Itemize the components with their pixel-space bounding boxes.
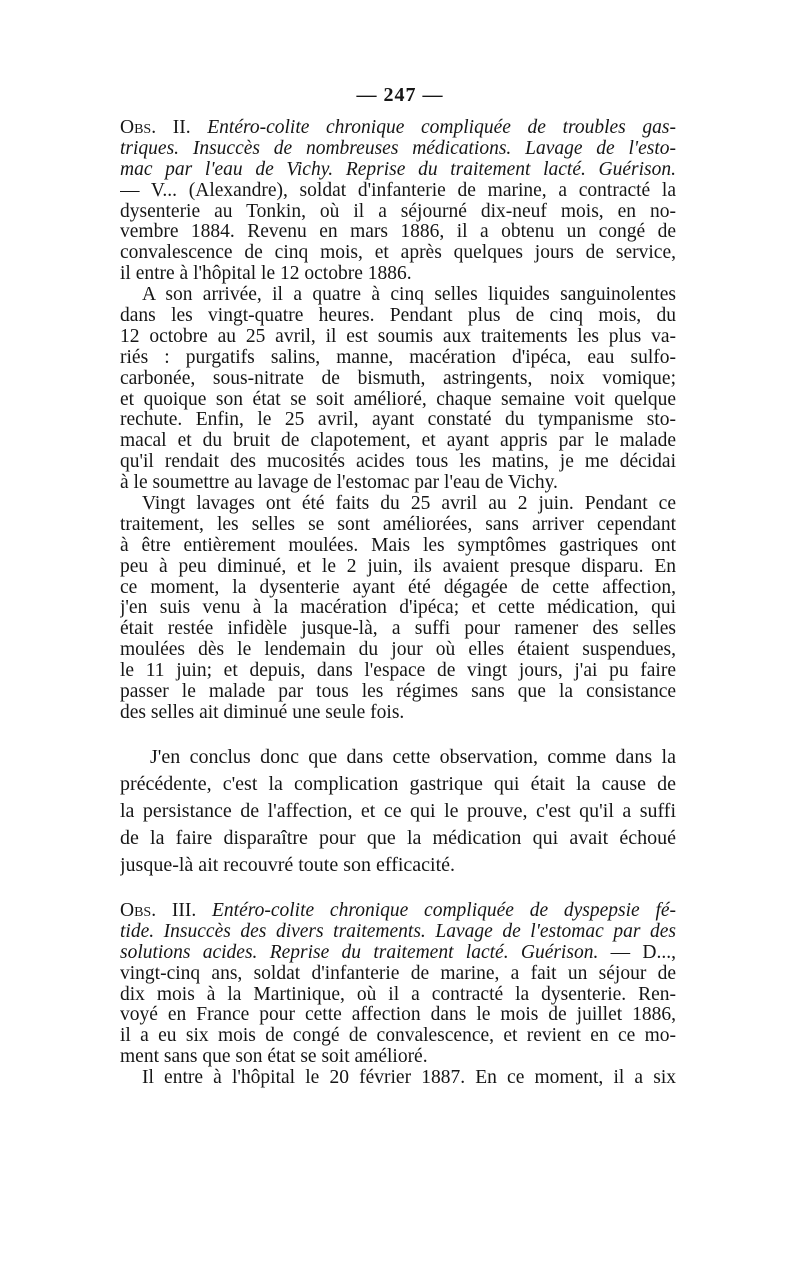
text-line xyxy=(120,852,676,879)
text-line xyxy=(120,943,676,964)
text-line xyxy=(120,901,676,922)
text-line xyxy=(120,264,676,285)
text-line xyxy=(120,139,676,160)
line-text: et quoique son état se soit amélioré, chaque semaine voit quelque xyxy=(120,389,676,410)
observation-3-paragraph xyxy=(120,901,676,1089)
italic-text: tide. Insuccès des divers traitements. Lavage de l'estomac par des xyxy=(120,921,676,942)
text-line xyxy=(120,327,676,348)
line-text xyxy=(191,118,208,138)
line-text: était restée infidèle jusque-là, a suffi pour ramener des selles xyxy=(120,619,676,640)
page-number: — 247 — xyxy=(356,84,444,106)
text-line xyxy=(120,598,676,619)
text-line xyxy=(120,285,676,306)
line-text: — D..., xyxy=(598,942,676,963)
line-text: la persistance de l'affection, et ce qui le prouve, c'est qu'il a suffi xyxy=(120,800,676,822)
line-text: traitement, les selles se sont améliorées, sans arriver cependant xyxy=(120,514,676,535)
line-text: passer le malade par tous les régimes sans que la consistance xyxy=(120,682,676,703)
line-text: ment sans que son état se soit amélioré. xyxy=(120,1047,428,1068)
line-text: moulées dès le lendemain du jour où elles étaient suspendues, xyxy=(120,640,676,661)
text-line xyxy=(120,922,676,943)
line-text: il entre à l'hôpital le 12 octobre 1886. xyxy=(120,264,412,285)
text-line xyxy=(120,410,676,431)
text-line xyxy=(120,536,676,557)
line-text: j'en suis venu à la macération d'ipéca; et cette médication, qui xyxy=(120,598,676,619)
line-text: le 11 juin; et depuis, dans l'espace de vingt jours, j'ai pu faire xyxy=(120,661,676,682)
line-text xyxy=(196,901,212,921)
text-line xyxy=(120,452,676,473)
text-line xyxy=(120,348,676,369)
line-text: A son arrivée, il a quatre à cinq selles liquides sanguinolentes xyxy=(142,285,676,306)
italic-text: triques. Insuccès de nombreuses médications. Lavage de l'esto- xyxy=(120,138,676,159)
text-line xyxy=(120,661,676,682)
text-line xyxy=(120,473,676,494)
text-line xyxy=(120,202,676,223)
text-line xyxy=(120,557,676,578)
text-line xyxy=(120,181,676,202)
text-line xyxy=(120,1005,676,1026)
text-line xyxy=(120,390,676,411)
line-text: précédente, c'est la complication gastrique qui était la cause de xyxy=(120,773,676,795)
line-text: jusque-là ait recouvré toute son efficacité. xyxy=(120,854,456,876)
text-line xyxy=(120,369,676,390)
text-line xyxy=(120,798,676,825)
line-text: qu'il rendait des mucosités acides tous les matins, je me décidai xyxy=(120,452,676,473)
line-text: ce moment, la dysenterie ayant été dégagée de cette affection, xyxy=(120,577,676,598)
italic-text: Entéro-colite chronique compliquée de dyspepsie fé- xyxy=(212,901,676,921)
italic-text: solutions acides. Reprise du traitement lacté. Guérison. xyxy=(120,942,599,963)
text-line xyxy=(120,222,676,243)
text-line xyxy=(120,682,676,703)
line-text: macal et du bruit de clapotement, et ayant appris par le malade xyxy=(120,431,676,452)
line-text: il a eu six mois de congé de convalescence, et revient en ce mo- xyxy=(120,1026,676,1047)
line-text: dysenterie au Tonkin, où il a séjourné dix-neuf mois, en no- xyxy=(120,201,676,222)
line-text: voyé en France pour cette affection dans le mois de juillet 1886, xyxy=(120,1005,676,1026)
text-line xyxy=(120,1047,676,1068)
line-text: — V... (Alexandre), soldat d'infanterie de marine, a contracté la xyxy=(120,180,676,201)
text-line xyxy=(120,306,676,327)
text-line xyxy=(120,578,676,599)
text-line xyxy=(120,640,676,661)
line-text: vingt-cinq ans, soldat d'infanterie de marine, a fait un séjour de xyxy=(120,963,676,984)
text-line xyxy=(120,243,676,264)
observation-2-paragraph xyxy=(120,118,676,724)
italic-text: Entéro-colite chronique compliquée de troubles gas- xyxy=(207,118,676,138)
line-text: rechute. Enfin, le 25 avril, ayant constaté du tympanisme sto- xyxy=(120,410,676,431)
line-text: à être entièrement moulées. Mais les symptômes gastriques ont xyxy=(120,535,676,556)
text-line xyxy=(120,431,676,452)
observation-label: Obs. II. xyxy=(120,118,191,138)
line-text: carbonée, sous-nitrate de bismuth, astringents, noix vomique; xyxy=(120,368,676,389)
line-text: Il entre à l'hôpital le 20 février 1887. En ce moment, il a six xyxy=(142,1068,676,1089)
text-line xyxy=(120,825,676,852)
text-line xyxy=(120,985,676,1006)
line-text: vembre 1884. Revenu en mars 1886, il a obtenu un congé de xyxy=(120,222,676,243)
text-line xyxy=(120,744,676,771)
line-text: J'en conclus donc que dans cette observation, comme dans la xyxy=(150,746,676,768)
text-line xyxy=(120,515,676,536)
line-text: à le soumettre au lavage de l'estomac par l'eau de Vichy. xyxy=(120,473,558,494)
text-line xyxy=(120,771,676,798)
line-text: riés : purgatifs salins, manne, macération d'ipéca, eau sulfo- xyxy=(120,347,676,368)
text-line xyxy=(120,118,676,139)
line-text: 12 octobre au 25 avril, il est soumis aux traitements les plus va- xyxy=(120,326,676,347)
line-text: des selles ait diminué une seule fois. xyxy=(120,702,405,723)
text-line xyxy=(120,964,676,985)
line-text: dix mois à la Martinique, où il a contracté la dysenterie. Ren- xyxy=(120,984,676,1005)
text-line xyxy=(120,1068,676,1089)
text-line xyxy=(120,1026,676,1047)
line-text: convalescence de cinq mois, et après quelques jours de service, xyxy=(120,243,676,264)
conclusion-paragraph xyxy=(120,744,676,879)
line-text: Vingt lavages ont été faits du 25 avril au 2 juin. Pendant ce xyxy=(142,494,676,515)
line-text: dans les vingt-quatre heures. Pendant plus de cinq mois, du xyxy=(120,306,676,327)
text-line xyxy=(120,619,676,640)
line-text: peu à peu diminué, et le 2 juin, ils avaient presque disparu. En xyxy=(120,556,676,577)
observation-label: Obs. III. xyxy=(120,901,197,921)
text-line xyxy=(120,160,676,181)
line-text: de la faire disparaître pour que la médication qui avait échoué xyxy=(120,827,676,849)
text-line xyxy=(120,703,676,724)
italic-text: mac par l'eau de Vichy. Reprise du traitement lacté. Guérison. xyxy=(120,159,676,180)
text-line xyxy=(120,494,676,515)
